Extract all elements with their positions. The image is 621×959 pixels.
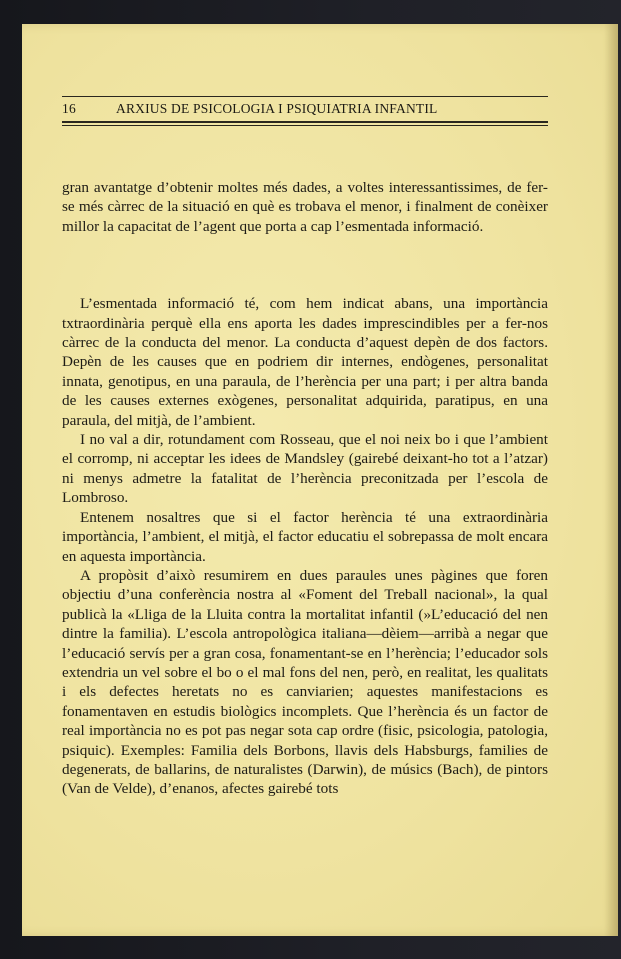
running-title: ARXIUS DE PSICOLOGIA I PSIQUIATRIA INFANTIL (116, 101, 438, 116)
header-rule-top (62, 96, 548, 97)
section-gap (62, 236, 548, 294)
body-text (62, 178, 548, 799)
header-rule-bottom (62, 121, 548, 123)
paragraph-4: Entenem nosaltres que si el factor herència té una extraordinària importància, l’ambient, el mitjà, el factor educatiu el sobrepassa de molt encara en aquesta importància. (62, 508, 548, 565)
paragraph-3: I no val a dir, rotundament com Rosseau, que el noi neix bo i que l’ambient el corromp, ni acceptar les idees de Mandsley (gairebé deixant-ho tot a l’atzar) ni menys admetre la fatalitat de l’herència preconitzada per l’escola de Lombroso. (62, 431, 548, 507)
header-rule-bottom-thin (62, 125, 548, 126)
header-line (62, 99, 548, 121)
page-number: 16 (62, 101, 76, 116)
paragraph-2: L’esmentada informació té, com hem indicat abans, una importància txtraordinària perquè ella ens aporta les dades imprescindibles per a fer-nos càrrec de la conducta del menor. La conducta d’aquest depèn de dos factors. Depèn de les causes que en podriem dir internes, endògenes, personalitat innata, genotipus, en una paraula, de l’herència per una part; i per altra banda de les causes externes exògenes, personalitat adquirida, paratipus, en una paraula, del mitjà, de l’ambient. (62, 295, 548, 429)
running-header (62, 96, 548, 126)
paragraph-1: gran avantatge d’obtenir moltes més dades, a voltes interessantissimes, de fer-se més càrrec de la situació en què es trobava el menor, i finalment de conèixer millor la capacitat de l’agent que porta a cap l’esmentada informació. (62, 179, 548, 235)
page-edge-shadow (604, 24, 618, 936)
paragraph-5: A propòsit d’això resumirem en dues paraules unes pàgines que foren objectiu d’una conferència nostra al «Foment del Treball nacional», la qual publicà la «Lliga de la Lluita contra la mortalitat infantil (»L’educació del nen dintre la familia). L’escola antropològica italiana—dèiem—arribà a negar que l’educació servís per a gran cosa, fonamentant-se en l’herència; l’educador sols extendria un vel sobre el bo o el mal fons del nen, però, en realitat, les qualitats i els defectes heretats no es canviarien; aquestes manifestacions es fonamentaven en estudis biològics incomplets. Que l’herència és un factor de real importància no es pot pas negar sota cap ordre (fisic, psicologia, patologia, psiquic). Exemples: Familia dels Borbons, llavis dels Habsburgs, families de degenerats, de ballarins, de naturalistes (Darwin), de músics (Bach), de pintors (Van de Velde), d’enanos, afectes gairebé tots (62, 566, 548, 798)
